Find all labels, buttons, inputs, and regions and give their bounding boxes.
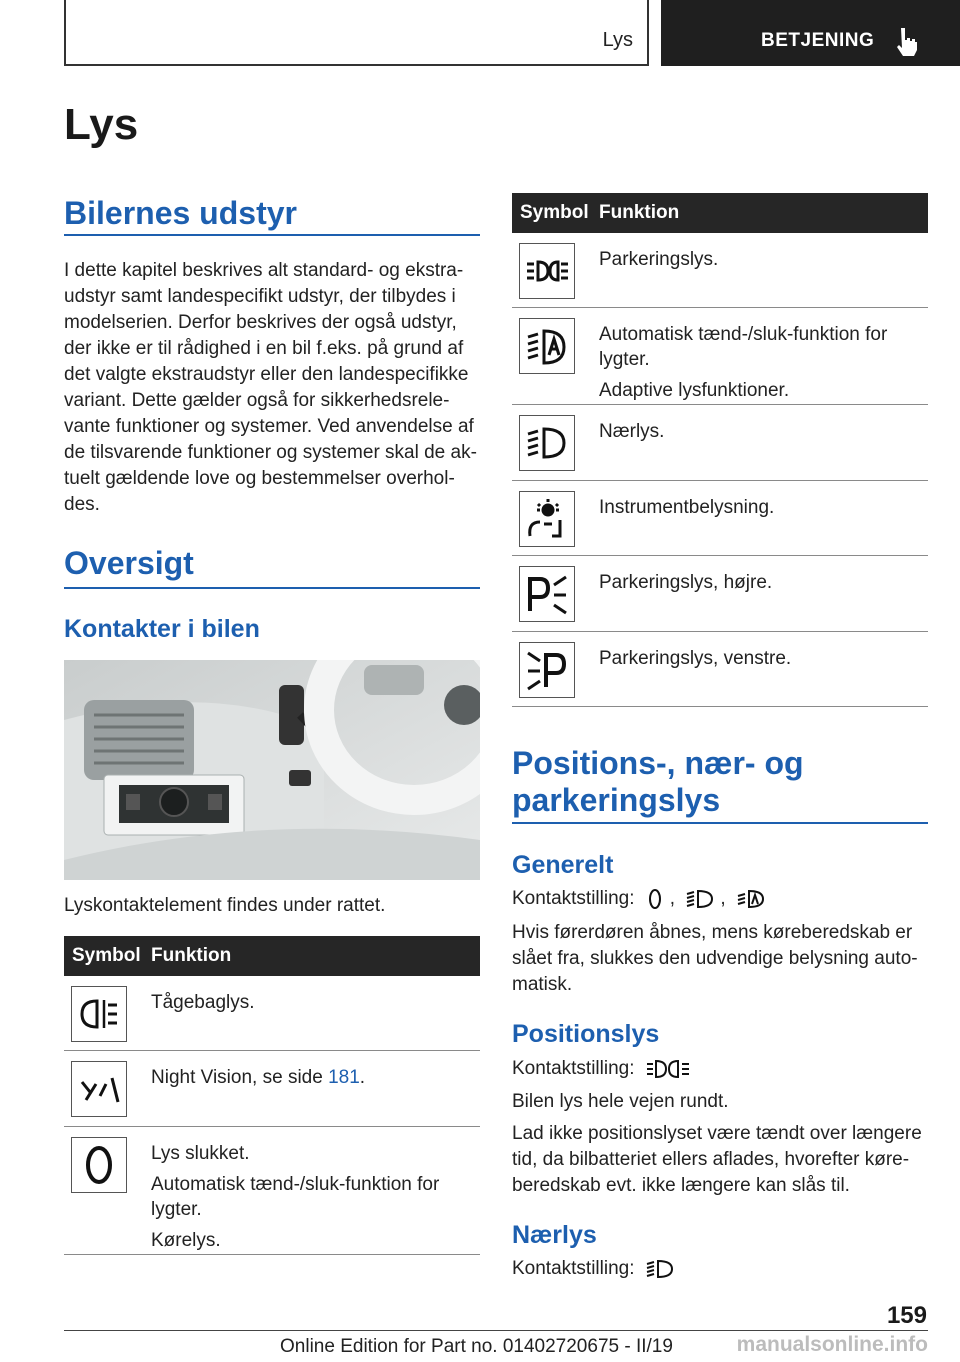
header-section-box: [64, 0, 649, 66]
heading-equipment: Bilernes udstyr: [64, 195, 297, 231]
table-row: [512, 308, 928, 405]
table-header: [512, 193, 928, 233]
parking-light-icon: [646, 1058, 690, 1080]
footer-edition: Online Edition for Part no. 01402720675 - II/19: [280, 1336, 673, 1357]
header-section-title: Lys: [602, 29, 633, 51]
header-chapter-title: BETJENING: [761, 30, 875, 51]
row-text: Nærlys.: [599, 421, 665, 442]
footer-rule: [64, 1330, 928, 1331]
heading-rule: [512, 822, 928, 824]
lowbeam-switch-line: Kontaktstilling:: [512, 1256, 928, 1282]
row-text: Tågebaglys.: [151, 992, 255, 1013]
heading-lights: Positions-, nær- og parkeringslys: [512, 745, 804, 818]
table-header: [64, 936, 480, 976]
page-number: 159: [886, 1302, 927, 1329]
heading-rule: [64, 587, 480, 589]
row-text: Adaptive lysfunktioner.: [599, 380, 790, 401]
table-row: [512, 481, 928, 556]
table-row: [64, 1127, 480, 1255]
table-row: [64, 1051, 480, 1127]
header-chapter-box: [661, 0, 960, 66]
parking-light-icon: [519, 243, 575, 299]
page-link-181[interactable]: 181: [328, 1067, 360, 1088]
heading-position: Positionslys: [512, 1020, 660, 1048]
equipment-paragraph: I dette kapitel beskrives alt standard- og ekstra-udstyr samt landespecifikt udstyr, der tilbydes i modelserien. Derfor beskrives der også udstyr, der ikke er til rådighed i en bil f.eks. på grund af det valgte ekstraudstyr eller den landespecifikke variant. Dette gælder også for sikkerhedsrele-vante funktioner og systemer. Ved anvendelse af de tilsvarende funktioner og systemer skal de ak-tuelt gældende love og bestemmelser overhol-des.: [64, 260, 477, 515]
lights-off-icon: [71, 1137, 127, 1193]
left-symbol-table: [64, 936, 480, 1255]
page-title: Lys: [64, 100, 139, 149]
low-beam-icon: [519, 415, 575, 471]
row-text: Kørelys.: [151, 1230, 221, 1251]
general-paragraph: Hvis førerdøren åbnes, mens køreberedskab er slået fra, slukkes den udvendige belysning auto-matisk.: [512, 922, 918, 995]
auto-headlight-icon: [737, 888, 765, 910]
parking-right-icon: [519, 566, 575, 622]
heading-contacts: Kontakter i bilen: [64, 615, 260, 643]
row-text: Automatisk tænd-/sluk-funktion for lygter.: [599, 324, 888, 370]
row-text: Automatisk tænd-/sluk-funktion for lygter.: [151, 1174, 440, 1220]
light-switch-photo-illustration: [64, 660, 480, 880]
low-beam-icon: [646, 1258, 674, 1280]
footer-watermark: manualsonline.info: [736, 1333, 928, 1356]
fog-light-icon: [71, 986, 127, 1042]
night-vision-icon: [71, 1061, 127, 1117]
photo-caption: Lyskontaktelement findes under rattet.: [64, 895, 386, 916]
position-paragraph-2: Lad ikke positionslyset være tændt over længere tid, da bilbatteriet ellers aflades, hvorefter køre-beredskab evt. ikke længere kan slås til.: [512, 1123, 922, 1196]
heading-rule: [64, 234, 480, 236]
row-text: Parkeringslys, højre.: [599, 572, 773, 593]
row-text: Instrumentbelysning.: [599, 497, 775, 518]
instrument-lighting-icon: [519, 491, 575, 547]
col-symbol: Symbol: [520, 202, 589, 223]
position-paragraph-1: Bilen lys hele vejen rundt.: [512, 1091, 729, 1112]
col-function: Funktion: [151, 945, 232, 966]
general-switch-line: Kontaktstilling: , ,: [512, 886, 928, 912]
heading-general: Generelt: [512, 851, 614, 879]
position-switch-line: Kontaktstilling:: [512, 1056, 928, 1082]
heading-lowbeam: Nærlys: [512, 1221, 597, 1249]
heading-overview: Oversigt: [64, 545, 194, 581]
row-text: Lys slukket.: [151, 1143, 250, 1164]
table-row: [512, 233, 928, 308]
dashboard-photo: [64, 660, 480, 880]
pointing-hand-icon: [895, 26, 921, 56]
table-row: [512, 632, 928, 707]
auto-headlight-icon: [519, 318, 575, 374]
row-text: Night Vision, se side 181.: [151, 1067, 366, 1088]
low-beam-icon: [686, 888, 714, 910]
table-row: [64, 976, 480, 1051]
row-text: Parkeringslys.: [599, 249, 719, 270]
table-row: [512, 405, 928, 481]
lights-off-icon: [646, 888, 664, 910]
table-row: [512, 556, 928, 632]
col-symbol: Symbol: [72, 945, 141, 966]
right-symbol-table: [512, 193, 928, 707]
col-function: Funktion: [599, 202, 680, 223]
parking-left-icon: [519, 642, 575, 698]
row-text: Parkeringslys, venstre.: [599, 648, 792, 669]
